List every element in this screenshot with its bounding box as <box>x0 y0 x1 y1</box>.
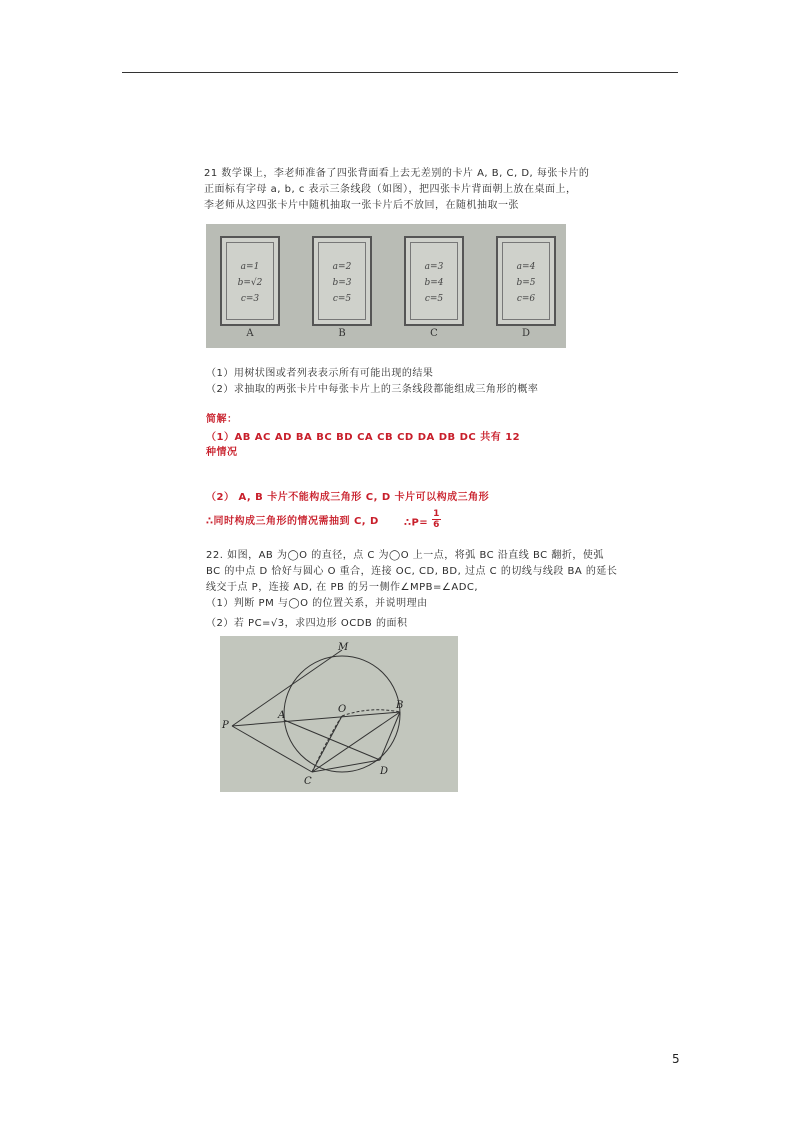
q22-sub-2: （2）若 PC=√3，求四边形 OCDB 的面积 <box>206 618 408 629</box>
line-pc <box>232 726 312 772</box>
q21-line-1: 21 数学课上，李老师准备了四张背面看上去无差别的卡片 A, B, C, D, 每张卡片的 <box>204 168 590 179</box>
answer-line-2: （2） A, B 卡片不能构成三角形 C, D 卡片可以构成三角形 <box>206 492 490 503</box>
fraction-numerator: 1 <box>433 509 440 519</box>
card-d-c: c=6 <box>516 294 536 304</box>
answer-line-3b <box>404 509 441 533</box>
line-ad <box>284 720 380 760</box>
page-number: 5 <box>672 1052 680 1066</box>
answer-prob-label: ∴P= <box>404 517 429 529</box>
card-c-a: a=3 <box>424 262 444 272</box>
q22-line-1: 22. 如图，AB 为◯O 的直径，点 C 为◯O 上一点，将弧 BC 沿直线 BC 翻折，使弧 <box>206 550 604 561</box>
q21-line-3: 李老师从这四张卡片中随机抽取一张卡片后不放回，在随机抽取一张 <box>204 200 519 211</box>
card-c-b: b=4 <box>424 278 444 288</box>
header-rule <box>122 72 678 73</box>
card-b-a: a=2 <box>332 262 352 272</box>
q21-sub-1: （1）用树状图或者列表表示所有可能出现的结果 <box>206 368 434 379</box>
cards-figure <box>206 224 566 348</box>
card-d <box>496 236 556 326</box>
line-oc <box>312 716 342 772</box>
card-a-letter: A <box>246 328 254 339</box>
card-b-b: b=3 <box>332 278 352 288</box>
card-c-c: c=5 <box>424 294 444 304</box>
label-d: D <box>380 766 389 777</box>
answer-title: 简解： <box>206 414 238 425</box>
card-a-a: a=1 <box>240 262 260 272</box>
label-m: M <box>338 642 349 653</box>
answer-fraction <box>432 509 441 530</box>
card-d-b: b=5 <box>516 278 536 288</box>
line-cd <box>312 760 380 772</box>
answer-line-1: （1）AB AC AD BA BC BD CA CB CD DA DB DC 共有 12 <box>206 432 521 443</box>
label-o: O <box>338 704 347 715</box>
geometry-figure <box>220 636 458 792</box>
card-b <box>312 236 372 326</box>
answer-line-3a: ∴同时构成三角形的情况需抽到 C, D <box>206 516 379 527</box>
card-c-letter: C <box>430 328 438 339</box>
card-d-a: a=4 <box>516 262 536 272</box>
card-a <box>220 236 280 326</box>
card-d-letter: D <box>521 328 531 339</box>
label-c: C <box>304 776 312 787</box>
q22-line-2: BC 的中点 D 恰好与圆心 O 重合，连接 OC, CD, BD, 过点 C 的切线与线段 BA 的延长 <box>206 566 618 577</box>
card-b-letter: B <box>338 328 346 339</box>
q21-sub-2: （2）求抽取的两张卡片中每张卡片上的三条线段都能组成三角形的概率 <box>206 384 539 395</box>
line-pm <box>232 650 342 726</box>
card-b-c: c=5 <box>332 294 352 304</box>
q21-line-2: 正面标有字母 a, b, c 表示三条线段（如图），把四张卡片背面朝上放在桌面上， <box>204 184 577 195</box>
q22-line-3: 线交于点 P，连接 AD, 在 PB 的另一侧作∠MPB=∠ADC, <box>206 582 479 593</box>
card-a-b: b=√2 <box>237 278 263 288</box>
label-a: A <box>278 710 286 721</box>
card-c <box>404 236 464 326</box>
line-pb <box>232 712 400 726</box>
fraction-denominator: 6 <box>433 520 440 530</box>
q22-sub-1: （1）判断 PM 与◯O 的位置关系，并说明理由 <box>206 598 428 609</box>
answer-line-1b: 种情况 <box>206 447 238 458</box>
label-b: B <box>396 700 404 711</box>
card-a-c: c=3 <box>240 294 260 304</box>
geometry-svg <box>220 636 458 792</box>
label-p: P <box>222 720 229 731</box>
line-cb <box>312 712 400 772</box>
